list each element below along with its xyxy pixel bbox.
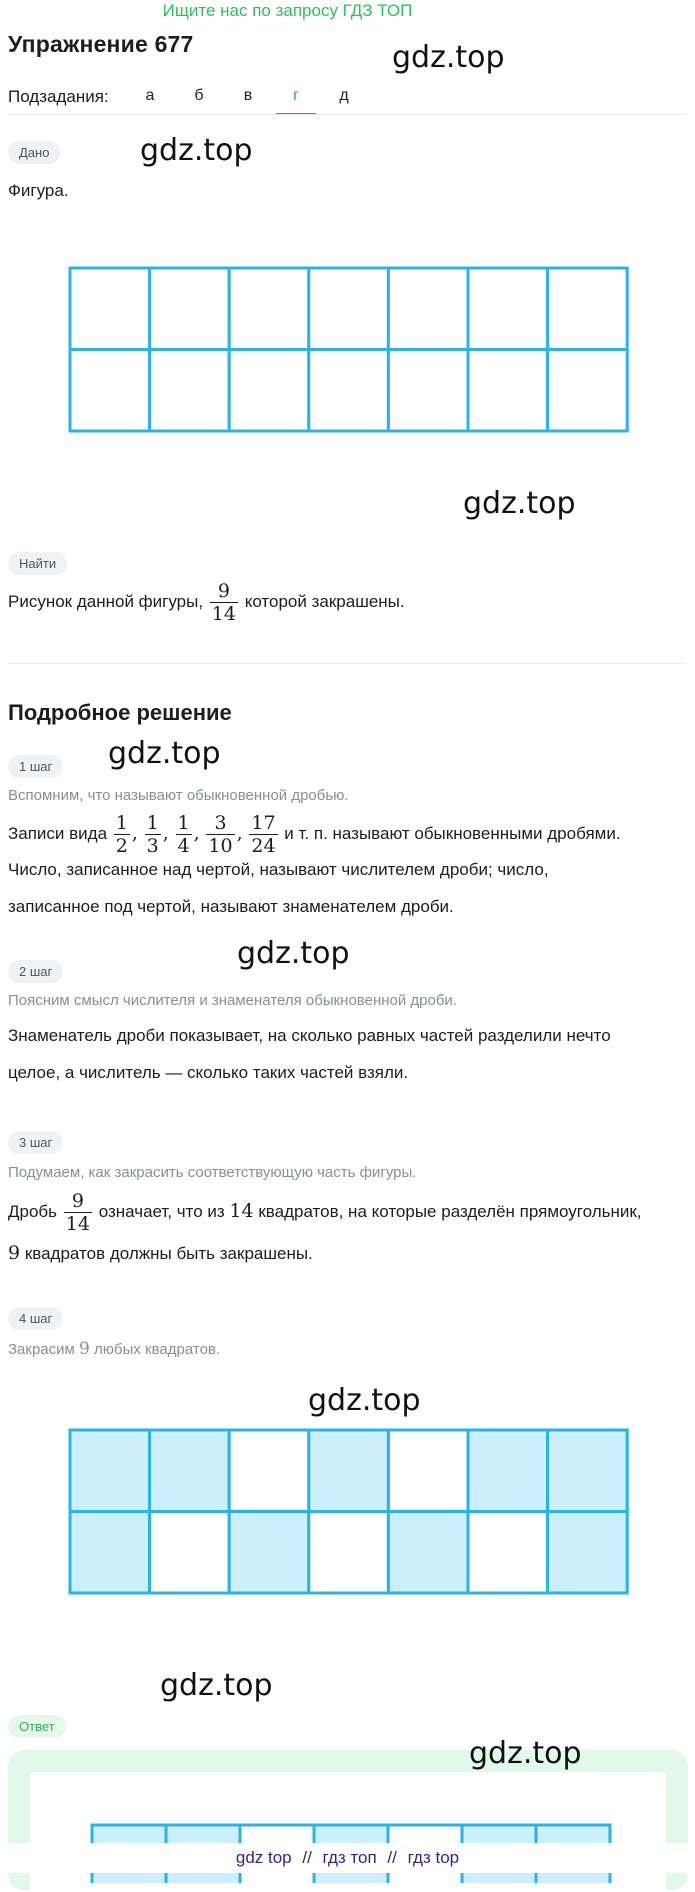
fraction [176,812,192,857]
step-1-text: и т. п. называют обыкновенными дробями. [284,823,621,843]
find-text-before: Рисунок данной фигуры, [8,591,204,611]
shaded-cell [309,1430,389,1512]
tab-a[interactable]: а [145,87,155,104]
watermark: gdz.top [392,40,505,75]
shaded-cell [150,1430,230,1512]
step-3-line2 [8,1242,313,1265]
shaded-cell [468,1430,548,1512]
step-1-text: Записи вида [8,823,108,843]
grid-cell [150,268,230,350]
find-text [8,580,405,625]
grid-cell [468,350,548,432]
number: 9 [79,1339,90,1359]
shaded-cell [70,1430,150,1512]
fraction-numerator: 1 [146,812,159,834]
top-banner: Ищите нас по запросу ГДЗ ТОП [162,1,413,20]
watermark: gdz.top [463,486,576,521]
tab-v[interactable]: в [243,87,253,104]
fraction-denominator: 24 [251,835,276,857]
step-4-hint [8,1339,220,1360]
step-3-text: Дробь [8,1201,58,1221]
section-divider [8,663,686,664]
grid-cell [309,350,389,432]
subtasks-label: Подзадания: [8,87,109,106]
find-text-after: которой закрашены. [244,591,405,611]
step-4-chip: 4 шаг [8,1307,63,1330]
grid-cell [388,350,468,432]
fraction-numerator: 9 [217,580,230,602]
fraction-numerator: 9 [71,1190,84,1212]
step-4-text: любых квадратов. [94,1341,221,1358]
step-2-line2: целое, а числитель — сколько таких частей взяли. [8,1063,409,1082]
grid-cell [229,268,309,350]
tabs-divider [8,114,686,115]
footer-link-gdz-top[interactable]: gdz top [235,1848,292,1867]
fraction [249,812,277,857]
tab-g[interactable]: г [293,87,299,104]
watermark: gdz.top [469,1736,582,1771]
fraction-denominator: 4 [177,835,190,857]
shaded-cell [229,1512,309,1594]
grid-cell [229,1430,309,1512]
grid-cell [309,268,389,350]
footer-link-gdz-top-mixed[interactable]: гдз top [407,1848,460,1867]
solution-title: Подробное решение [8,700,232,725]
step-3-chip: 3 шаг [8,1131,63,1154]
shaded-cell [388,1512,468,1594]
fraction [64,1190,92,1235]
fraction-numerator: 1 [177,812,190,834]
footer-separator: // [302,1848,312,1867]
fraction [210,580,238,625]
fraction [145,812,161,857]
fraction-numerator: 17 [251,812,276,834]
step-3-hint: Подумаем, как закрасить соответствующую часть фигуры. [8,1164,417,1181]
step-3-line1 [8,1190,642,1235]
watermark: gdz.top [237,936,350,971]
shaded-figure [68,1428,630,1595]
shaded-cell [548,1512,628,1594]
shaded-cell [70,1512,150,1594]
grid-cell [150,350,230,432]
grid-cell [548,268,628,350]
step-3-text: квадратов, на которые разделён прямоугольник, [258,1201,642,1221]
fraction-denominator: 14 [65,1213,90,1235]
grid-cell [468,268,548,350]
watermark: gdz.top [140,133,253,168]
watermark: gdz.top [308,1383,421,1418]
step-1-chip: 1 шаг [8,755,63,778]
grid-cell [70,268,150,350]
watermark: gdz.top [108,736,221,771]
grid-cell [150,1512,230,1594]
step-2-chip: 2 шаг [8,960,63,983]
grid-cell [388,268,468,350]
footer-link-gdz-top-ru[interactable]: гдз топ [322,1848,377,1867]
step-3-text: означает, что из [98,1201,225,1221]
find-chip: Найти [8,552,67,575]
fraction [206,812,234,857]
grid-cell [468,1512,548,1594]
fraction-denominator: 14 [211,603,236,625]
answer-chip: Ответ [8,1715,66,1738]
given-chip: Дано [8,141,60,164]
grid-cell [388,1430,468,1512]
figure-rectangle [68,266,630,433]
fraction-denominator: 2 [115,835,128,857]
step-3-text: квадратов должны быть закрашены. [24,1244,313,1263]
watermark: gdz.top [160,1668,273,1703]
number: 9 [8,1242,21,1264]
tab-b[interactable]: б [194,87,204,104]
number: 14 [229,1199,254,1222]
footer-separator: // [387,1848,397,1867]
grid-cell [229,350,309,432]
step-4-text: Закрасим [8,1341,75,1358]
grid-cell [70,350,150,432]
tab-d[interactable]: д [339,87,349,104]
step-2-hint: Поясним смысл числителя и знаменателя обыкновенной дроби. [8,992,457,1009]
fraction-numerator: 1 [115,812,128,834]
fraction-denominator: 3 [146,835,159,857]
shaded-cell [548,1430,628,1512]
fraction-numerator: 3 [214,812,227,834]
step-2-line1: Знаменатель дроби показывает, на сколько равных частей разделили нечто [8,1026,611,1045]
step-1-line2: Число, записанное над чертой, называют числителем дроби; число, [8,860,549,879]
fraction-denominator: 10 [208,835,233,857]
grid-cell [548,350,628,432]
step-1-line1: Записи вида $\frac{1}{2}$ , $\frac{1}{3}$ , $\frac{1}{4}$ , $\frac{3}{10}$ , $\frac{17}{24}$ и т. п. называют обыкновенными дробями. [8,812,621,857]
fraction [114,812,130,857]
step-1-line3: записанное под чертой, называют знаменателем дроби. [8,897,454,916]
grid-cell [309,1512,389,1594]
step-1-hint: Вспомним, что называют обыкновенной дробью. [8,787,349,804]
given-text: Фигура. [8,181,69,200]
page-title: Упражнение 677 [8,31,194,57]
footer [0,1843,695,1873]
